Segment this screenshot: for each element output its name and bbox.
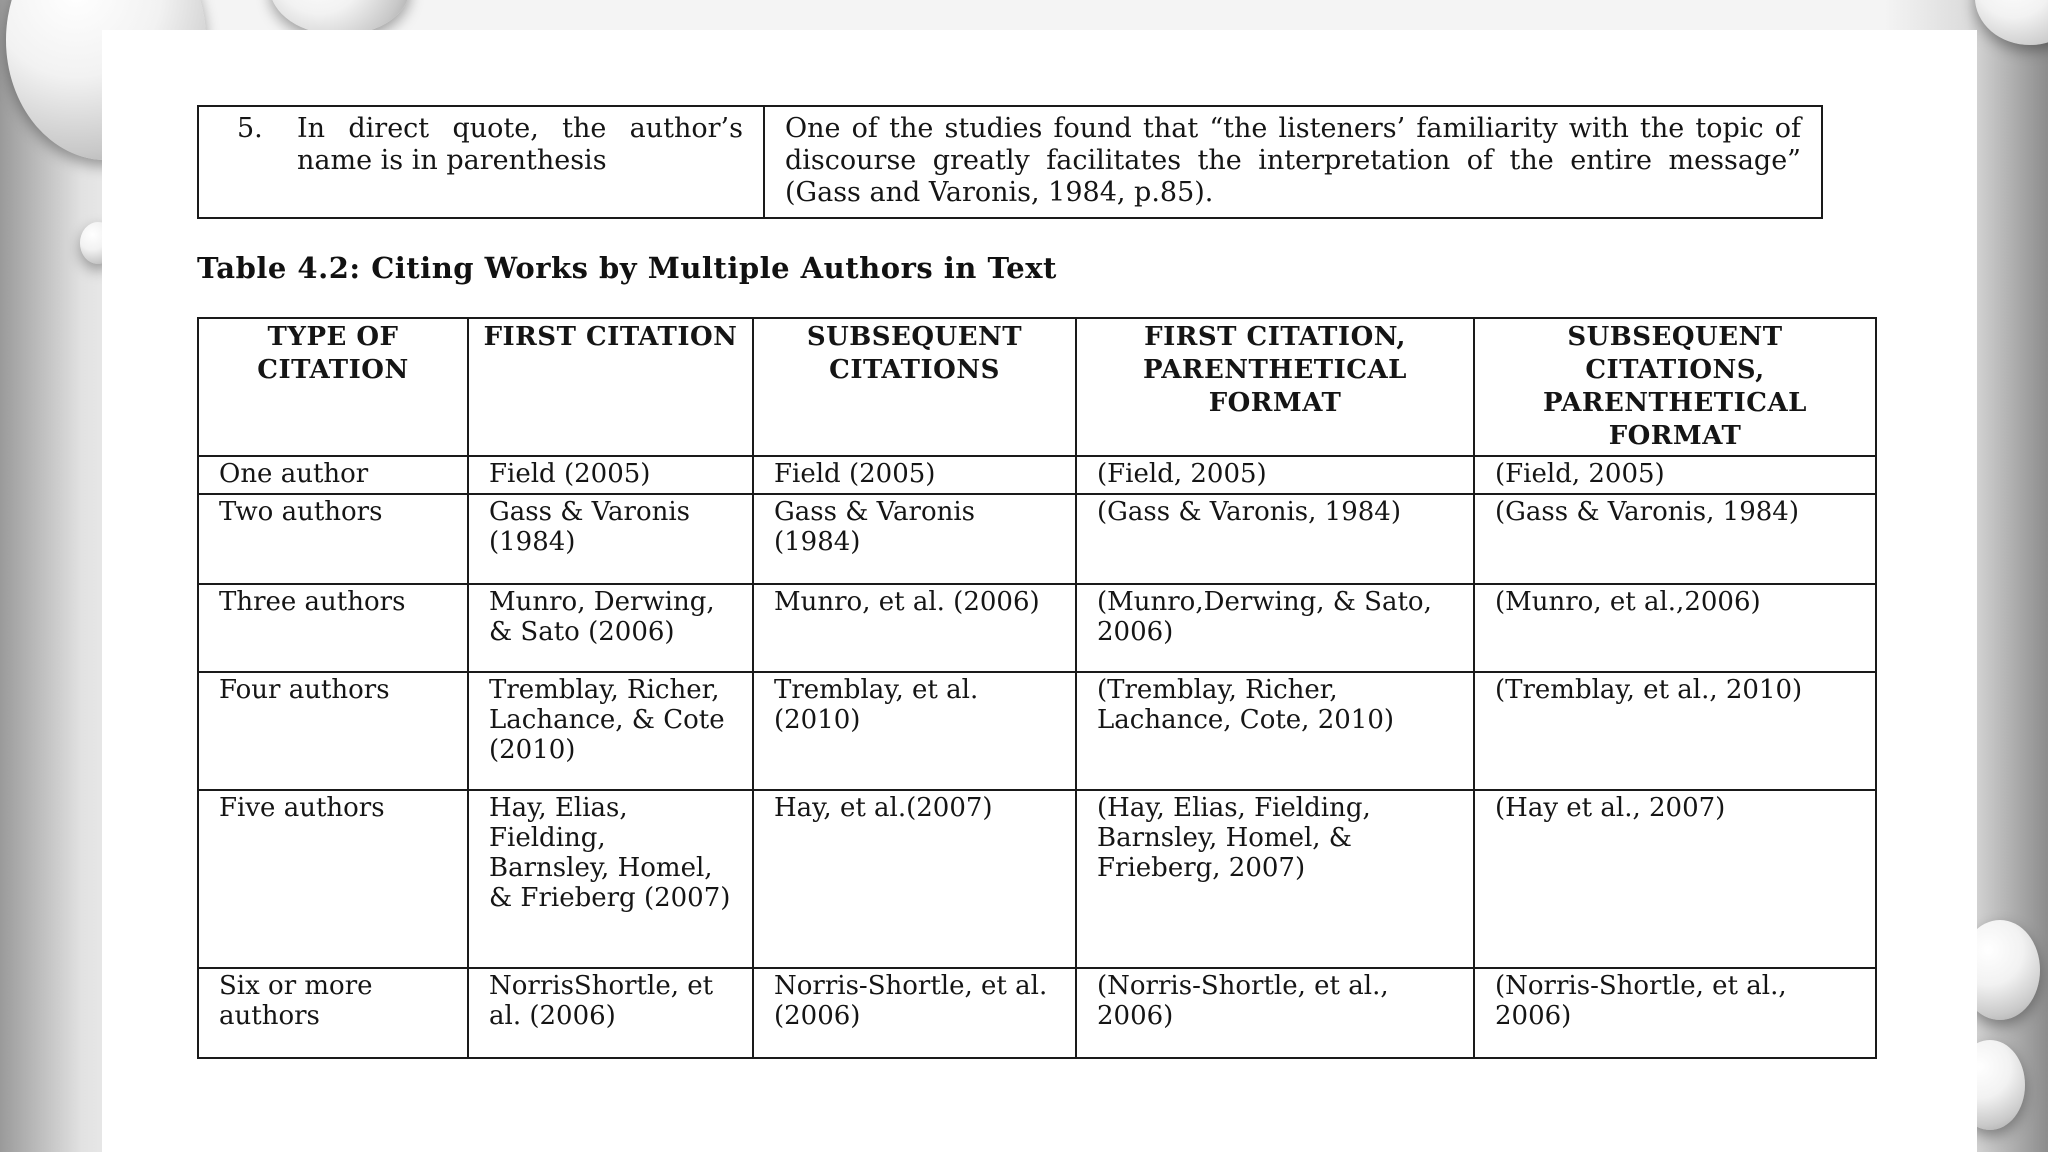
table-cell: Munro, et al. (2006) <box>753 584 1076 672</box>
rule-table <box>197 105 1823 219</box>
table-cell: Four authors <box>198 672 468 790</box>
column-header: FIRST CITATION <box>468 318 753 456</box>
table-cell: Two authors <box>198 494 468 584</box>
table-cell: Three authors <box>198 584 468 672</box>
document-body <box>197 105 1917 1059</box>
table-cell: (Hay et al., 2007) <box>1474 790 1876 968</box>
decorative-bubble <box>1975 0 2048 45</box>
table-cell: (Tremblay, et al., 2010) <box>1474 672 1876 790</box>
column-header: FIRST CITATION, PARENTHETICAL FORMAT <box>1076 318 1474 456</box>
table-row <box>198 672 1876 790</box>
column-header: SUBSEQUENT CITATIONS, PARENTHETICAL FORMAT <box>1474 318 1876 456</box>
table-row <box>198 584 1876 672</box>
table-cell: Six or more authors <box>198 968 468 1058</box>
table-row <box>198 790 1876 968</box>
table-cell: (Norris-Shortle, et al., 2006) <box>1474 968 1876 1058</box>
slide-page <box>102 30 1977 1152</box>
table-cell: Tremblay, Richer, Lachance, & Cote (2010) <box>468 672 753 790</box>
column-header: SUBSEQUENT CITATIONS <box>753 318 1076 456</box>
table-cell: (Gass & Varonis, 1984) <box>1076 494 1474 584</box>
table-cell: (Field, 2005) <box>1076 456 1474 494</box>
table-cell: (Munro,Derwing, & Sato, 2006) <box>1076 584 1474 672</box>
citation-table <box>197 317 1877 1059</box>
table-cell: (Munro, et al.,2006) <box>1474 584 1876 672</box>
table-row <box>198 968 1876 1058</box>
table-cell: NorrisShortle, et al. (2006) <box>468 968 753 1058</box>
table-cell: Tremblay, et al. (2010) <box>753 672 1076 790</box>
table-cell: Hay, Elias, Fielding, Barnsley, Homel, & Frieberg (2007) <box>468 790 753 968</box>
table-cell: Gass & Varonis (1984) <box>468 494 753 584</box>
table-cell: Field (2005) <box>753 456 1076 494</box>
rule-number: 5. <box>237 113 263 144</box>
column-header: TYPE OF CITATION <box>198 318 468 456</box>
rule-example: One of the studies found that “the listeners’ familiarity with the topic of discourse greatly facilitates the interpretation of the entire message” (Gass and Varonis, 1984, p.85). <box>764 106 1822 218</box>
rule-description-cell <box>198 106 764 218</box>
table-row <box>198 494 1876 584</box>
table-cell: (Field, 2005) <box>1474 456 1876 494</box>
table-cell: Hay, et al.(2007) <box>753 790 1076 968</box>
rule-row <box>198 106 1822 218</box>
rule-description: In direct quote, the author’s name is in parenthesis <box>297 113 743 176</box>
table-cell: (Gass & Varonis, 1984) <box>1474 494 1876 584</box>
table-cell: Five authors <box>198 790 468 968</box>
table-cell: Norris-Shortle, et al. (2006) <box>753 968 1076 1058</box>
table-cell: (Norris-Shortle, et al., 2006) <box>1076 968 1474 1058</box>
table-cell: One author <box>198 456 468 494</box>
table-cell: (Hay, Elias, Fielding, Barnsley, Homel, & Frieberg, 2007) <box>1076 790 1474 968</box>
table-cell: (Tremblay, Richer, Lachance, Cote, 2010) <box>1076 672 1474 790</box>
table-row <box>198 456 1876 494</box>
table-header-row <box>198 318 1876 456</box>
table-caption: Table 4.2: Citing Works by Multiple Authors in Text <box>197 251 1057 285</box>
table-cell: Gass & Varonis (1984) <box>753 494 1076 584</box>
table-cell: Field (2005) <box>468 456 753 494</box>
table-cell: Munro, Derwing, & Sato (2006) <box>468 584 753 672</box>
